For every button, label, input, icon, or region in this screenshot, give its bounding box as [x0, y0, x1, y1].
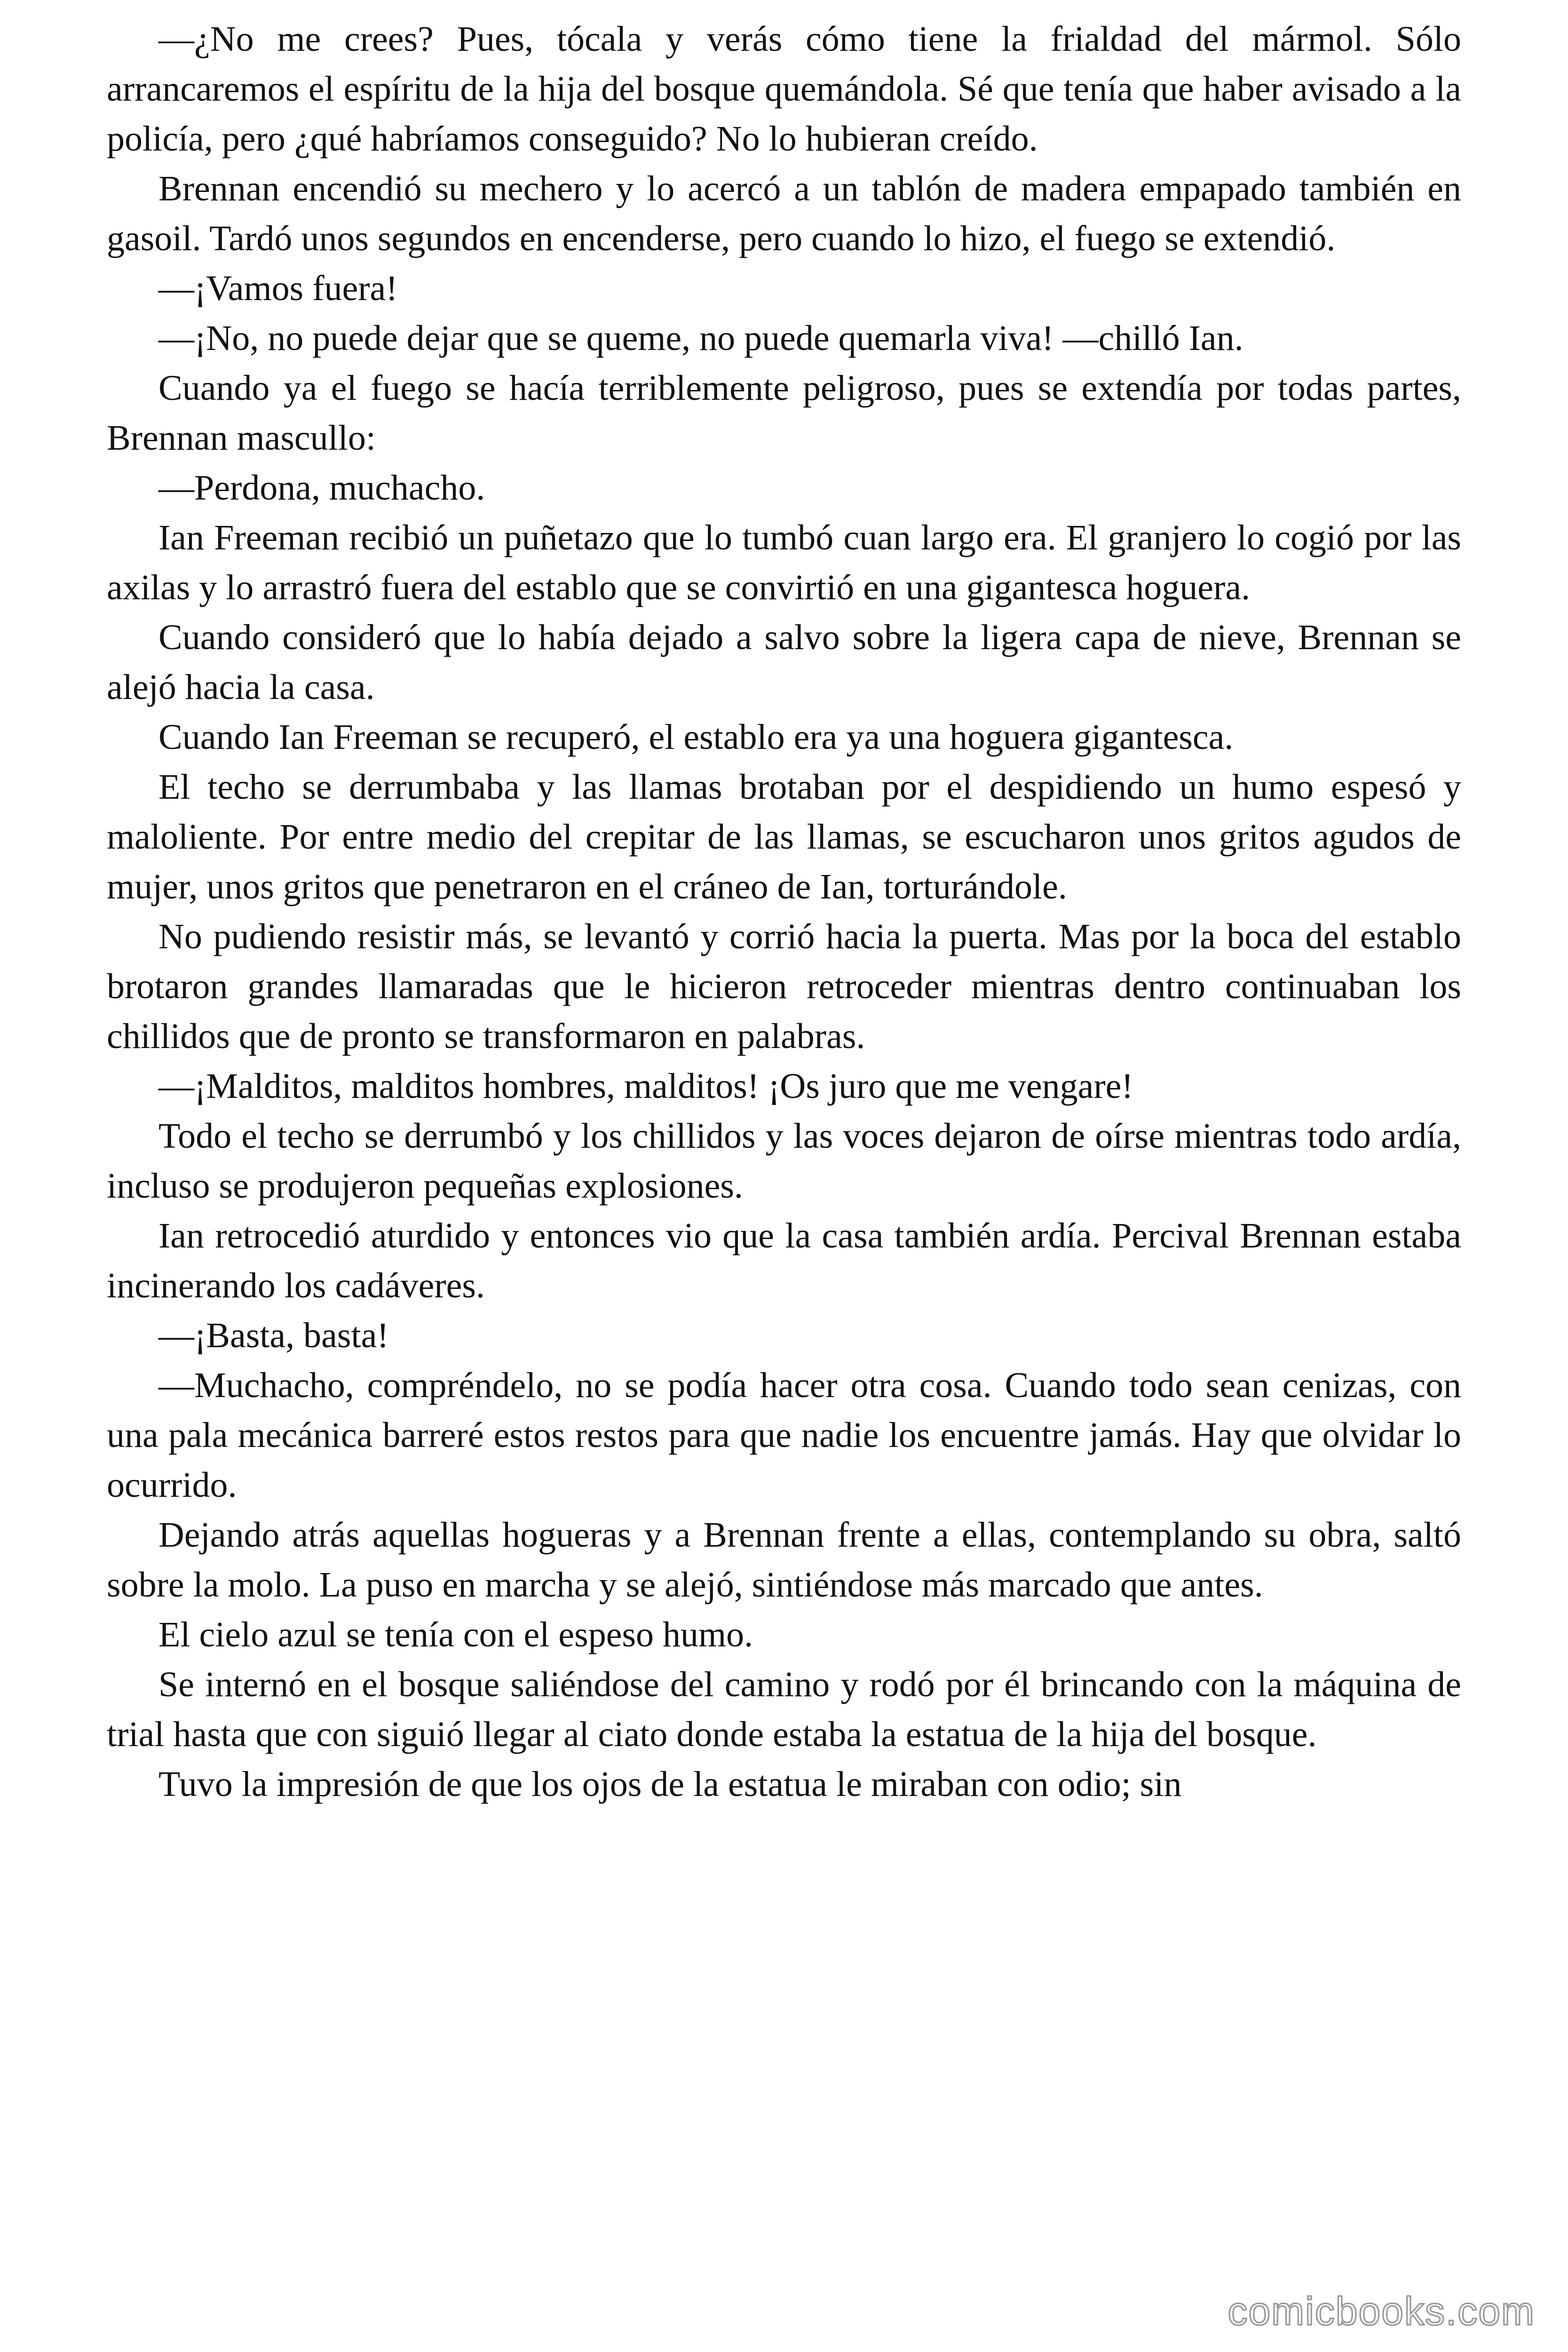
paragraph: Cuando consideró que lo había dejado a salvo sobre la ligera capa de nieve, Brennan se alejó hacia la casa. [107, 618, 1461, 707]
paragraph: —Perdona, muchacho. [158, 468, 485, 508]
paragraph: Todo el techo se derrumbó y los chillidos y las voces dejaron de oírse mientras todo ardía, incluso se produjeron pequeñas explosiones. [107, 1116, 1461, 1206]
paragraph: —¡No, no puede dejar que se queme, no puede quemarla viva! —chilló Ian. [158, 318, 1243, 358]
paragraph: Tuvo la impresión de que los ojos de la estatua le miraban con odio; sin [158, 1764, 1182, 1804]
paragraph: —¡Malditos, malditos hombres, malditos! ¡Os juro que me vengare! [158, 1066, 1133, 1106]
paragraph: —¡Basta, basta! [158, 1316, 389, 1355]
paragraph: Cuando ya el fuego se hacía terriblemente peligroso, pues se extendía por todas partes, Brennan mascullo: [107, 368, 1461, 458]
watermark-logo: comicbooks.com [1227, 2289, 1535, 2333]
paragraph: —Muchacho, compréndelo, no se podía hacer otra cosa. Cuando todo sean cenizas, con una pala mecánica barreré estos restos para que nadie los encuentre jamás. Hay que olvidar lo ocurrido. [107, 1366, 1461, 1505]
body-text [107, 14, 1461, 1809]
paragraph: El techo se derrumbaba y las llamas brotaban por el despidiendo un humo espesó y maloliente. Por entre medio del crepitar de las llamas, se escucharon unos gritos agudos de mujer, unos gritos que penetraron en el cráneo de Ian, torturándole. [107, 767, 1461, 906]
paragraph: Cuando Ian Freeman se recuperó, el establo era ya una hoguera gigantesca. [158, 717, 1234, 757]
paragraph: Ian Freeman recibió un puñetazo que lo tumbó cuan largo era. El granjero lo cogió por las axilas y lo arrastró fuera del establo que se convirtió en una gigantesca hoguera. [107, 518, 1461, 607]
paragraph: Dejando atrás aquellas hogueras y a Brennan frente a ellas, contemplando su obra, saltó sobre la molo. La puso en marcha y se alejó, sintiéndose más marcado que antes. [107, 1515, 1461, 1605]
paragraph: Brennan encendió su mechero y lo acercó a un tablón de madera empapado también en gasoil. Tardó unos segundos en encenderse, pero cuando lo hizo, el fuego se extendió. [107, 169, 1461, 258]
paragraph: El cielo azul se tenía con el espeso humo. [158, 1615, 753, 1654]
paragraph: —¿No me crees? Pues, tócala y verás cómo tiene la frialdad del mármol. Sólo arrancaremos el espíritu de la hija del bosque quemándola. Sé que tenía que haber avisado a la policía, pero ¿qué habríamos conseguido? No lo hubieran creído. [107, 19, 1461, 159]
paragraph: Se internó en el bosque saliéndose del camino y rodó por él brincando con la máquina de trial hasta que con siguió llegar al ciato donde estaba la estatua de la hija del bosque. [107, 1665, 1461, 1754]
paragraph: —¡Vamos fuera! [158, 269, 398, 308]
paragraph: No pudiendo resistir más, se levantó y corrió hacia la puerta. Mas por la boca del establo brotaron grandes llamaradas que le hicieron retroceder mientras dentro continuaban los chillidos que de pronto se transformaron en palabras. [107, 917, 1461, 1056]
paragraph: Ian retrocedió aturdido y entonces vio que la casa también ardía. Percival Brennan estaba incinerando los cadáveres. [107, 1216, 1461, 1305]
